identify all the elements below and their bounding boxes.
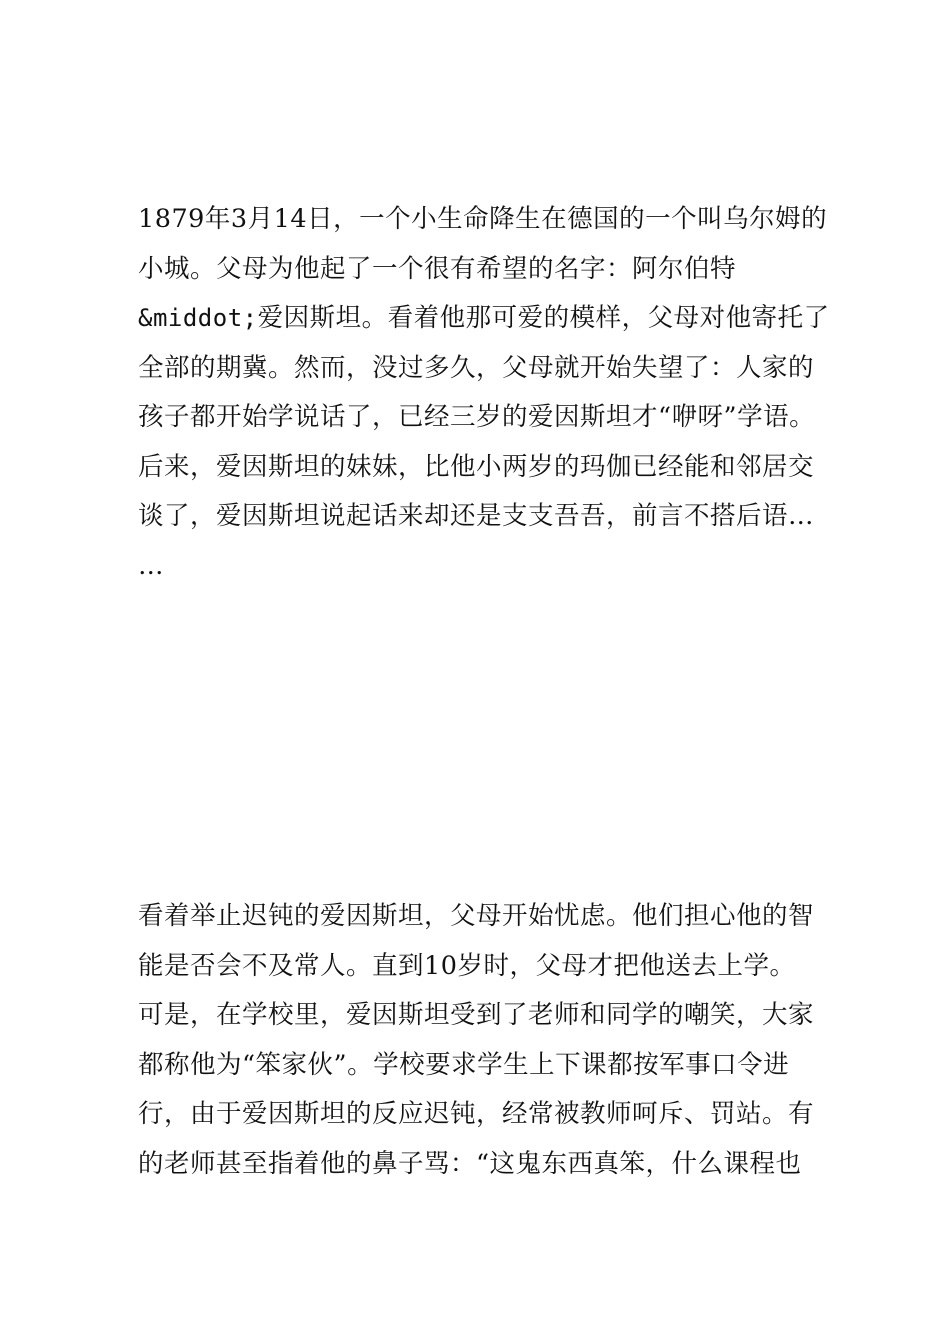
text-line: 都称他为“笨家伙”。学校要求学生上下课都按军事口令进 xyxy=(138,1049,790,1080)
text-line: 能是否会不及常人。直到10岁时，父母才把他送去上学。 xyxy=(138,950,796,981)
line-text: 爱因斯坦。看着他那可爱的模样，父母对他寄托了 xyxy=(257,303,830,333)
text-line: 看着举止迟钝的爱因斯坦，父母开始忧虑。他们担心他的智 xyxy=(138,901,815,931)
text-line: 行，由于爱因斯坦的反应迟钝，经常被教师呵斥、罚站。有 xyxy=(138,1099,815,1129)
paragraph-birth xyxy=(138,195,828,591)
text-line: 孩子都开始学说话了，已经三岁的爱因斯坦才“咿呀”学语。 xyxy=(138,402,816,432)
text-line: 谈了，爱因斯坦说起话来却还是支支吾吾，前言不搭后语… xyxy=(138,501,815,531)
text-line: … xyxy=(138,550,164,581)
entity-text: &middot; xyxy=(138,304,258,332)
paragraph-school xyxy=(138,892,828,1189)
text-line xyxy=(138,294,828,344)
text-line: 可是，在学校里，爱因斯坦受到了老师和同学的嘲笑，大家 xyxy=(138,1000,815,1030)
text-line: 小城。父母为他起了一个很有希望的名字：阿尔伯特 xyxy=(138,253,737,284)
text-line: 后来，爱因斯坦的妹妹，比他小两岁的玛伽已经能和邻居交 xyxy=(138,451,815,482)
text-line: 全部的期冀。然而，没过多久，父母就开始失望了：人家的 xyxy=(138,352,815,383)
text-line: 的老师甚至指着他的鼻子骂：“这鬼东西真笨，什么课程也 xyxy=(138,1148,802,1179)
text-line: 1879年3月14日，一个小生命降生在德国的一个叫乌尔姆的 xyxy=(138,204,828,234)
